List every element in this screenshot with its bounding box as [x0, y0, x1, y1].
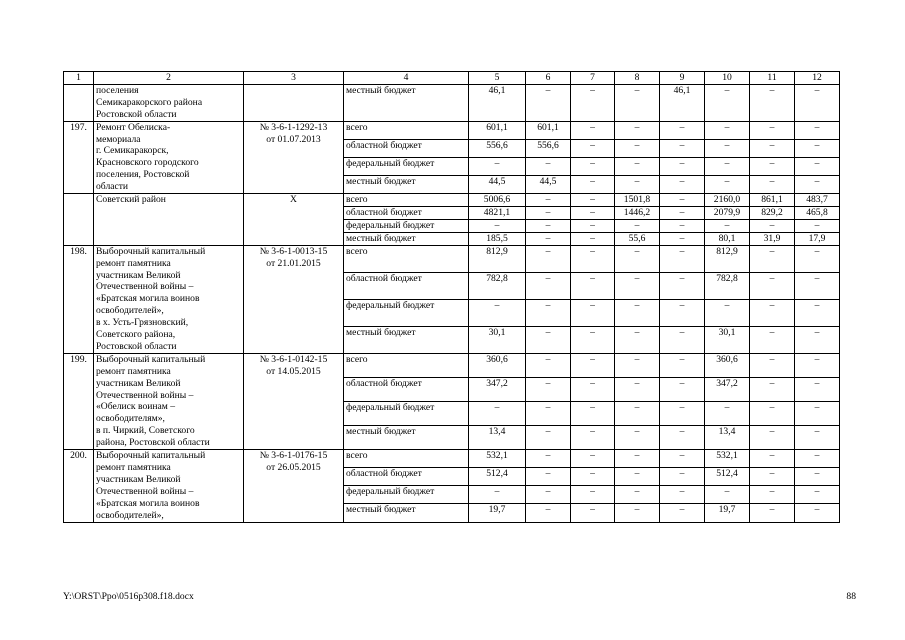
amount-cell: – [571, 157, 615, 175]
amount-cell: – [660, 139, 705, 157]
amount-cell: 532,1 [705, 450, 750, 468]
column-number: 2 [94, 72, 244, 85]
amount-cell: – [526, 353, 571, 377]
amount-cell: – [615, 245, 660, 272]
amount-cell: – [571, 139, 615, 157]
object-name: поселения Семикаракорского района Ростовской области [94, 84, 244, 121]
object-name: Советский район [94, 194, 244, 246]
document-reference: Х [244, 194, 344, 246]
amount-cell: – [526, 299, 571, 326]
amount-cell: – [615, 377, 660, 401]
table-row [64, 245, 840, 272]
amount-cell: – [615, 121, 660, 139]
amount-cell: – [526, 272, 571, 299]
amount-cell: – [795, 139, 840, 157]
amount-cell: – [795, 450, 840, 468]
amount-cell: 31,9 [750, 232, 795, 245]
amount-cell: – [750, 175, 795, 193]
amount-cell: 812,9 [705, 245, 750, 272]
amount-cell: – [660, 426, 705, 450]
amount-cell: 556,6 [526, 139, 571, 157]
amount-cell: – [750, 450, 795, 468]
amount-cell: – [750, 326, 795, 353]
amount-cell: – [469, 219, 526, 232]
amount-cell: 46,1 [660, 84, 705, 121]
amount-cell: 30,1 [705, 326, 750, 353]
amount-cell: – [660, 486, 705, 504]
column-number: 10 [705, 72, 750, 85]
amount-cell: 5006,6 [469, 194, 526, 207]
amount-cell: – [615, 175, 660, 193]
item-number: 197. [64, 121, 94, 193]
amount-cell: 44,5 [526, 175, 571, 193]
item-number: 200. [64, 450, 94, 522]
amount-cell: – [571, 299, 615, 326]
amount-cell: – [750, 157, 795, 175]
amount-cell: – [750, 377, 795, 401]
funding-source: федеральный бюджет [344, 486, 469, 504]
amount-cell: – [795, 219, 840, 232]
amount-cell: – [469, 299, 526, 326]
amount-cell: – [705, 121, 750, 139]
amount-cell: – [615, 353, 660, 377]
amount-cell: – [526, 401, 571, 425]
column-number-row [64, 72, 840, 85]
amount-cell: – [795, 426, 840, 450]
funding-source: местный бюджет [344, 175, 469, 193]
funding-source: местный бюджет [344, 232, 469, 245]
column-number: 7 [571, 72, 615, 85]
amount-cell: – [750, 299, 795, 326]
amount-cell: – [615, 139, 660, 157]
object-name: Выборочный капитальный ремонт памятника участникам Великой Отечественной войны – «Братская могила воинов освободителей», в х. Усть-Грязновский, Советского района, Ростовской области [94, 245, 244, 353]
amount-cell: 19,7 [705, 504, 750, 522]
funding-source: всего [344, 450, 469, 468]
amount-cell: – [615, 468, 660, 486]
amount-cell: – [660, 232, 705, 245]
object-name: Выборочный капитальный ремонт памятника участникам Великой Отечественной войны – «Обелиск воинам – освободителям», в п. Чиркий, Советского района, Ростовской области [94, 353, 244, 449]
amount-cell: – [705, 486, 750, 504]
amount-cell: 360,6 [469, 353, 526, 377]
amount-cell: – [705, 299, 750, 326]
amount-cell: – [615, 157, 660, 175]
amount-cell: 782,8 [469, 272, 526, 299]
footer-page-number: 88 [846, 591, 856, 602]
amount-cell: 1501,8 [615, 194, 660, 207]
column-number: 9 [660, 72, 705, 85]
funding-source: федеральный бюджет [344, 157, 469, 175]
column-number: 3 [244, 72, 344, 85]
amount-cell: – [660, 468, 705, 486]
amount-cell: – [660, 157, 705, 175]
amount-cell: 55,6 [615, 232, 660, 245]
amount-cell: – [795, 299, 840, 326]
object-name: Выборочный капитальный ремонт памятника участникам Великой Отечественной войны – «Братская могила воинов освободителей», [94, 450, 244, 522]
funding-source: всего [344, 245, 469, 272]
amount-cell: – [795, 84, 840, 121]
amount-cell: – [615, 326, 660, 353]
amount-cell: – [660, 353, 705, 377]
column-number: 4 [344, 72, 469, 85]
amount-cell: – [705, 401, 750, 425]
amount-cell: – [526, 468, 571, 486]
amount-cell: – [526, 194, 571, 207]
amount-cell: 812,9 [469, 245, 526, 272]
funding-source: федеральный бюджет [344, 401, 469, 425]
amount-cell: 512,4 [469, 468, 526, 486]
amount-cell: 601,1 [469, 121, 526, 139]
amount-cell: 44,5 [469, 175, 526, 193]
funding-source: областной бюджет [344, 377, 469, 401]
column-number: 11 [750, 72, 795, 85]
amount-cell: – [660, 401, 705, 425]
column-number: 1 [64, 72, 94, 85]
amount-cell: – [571, 326, 615, 353]
amount-cell: 30,1 [469, 326, 526, 353]
amount-cell: – [705, 139, 750, 157]
amount-cell: 2160,0 [705, 194, 750, 207]
amount-cell: 829,2 [750, 206, 795, 219]
amount-cell: – [750, 353, 795, 377]
object-name: Ремонт Обелиска- мемориала г. Семикаракорск, Красновского городского поселения, Ростовской области [94, 121, 244, 193]
amount-cell: 347,2 [469, 377, 526, 401]
amount-cell: – [660, 299, 705, 326]
amount-cell: – [795, 486, 840, 504]
amount-cell: – [750, 272, 795, 299]
amount-cell: – [660, 326, 705, 353]
amount-cell: – [571, 468, 615, 486]
amount-cell: – [571, 219, 615, 232]
table-row [64, 194, 840, 207]
table-row [64, 353, 840, 377]
amount-cell: – [795, 245, 840, 272]
column-number: 6 [526, 72, 571, 85]
amount-cell: – [571, 206, 615, 219]
amount-cell: – [571, 175, 615, 193]
item-number [64, 194, 94, 246]
amount-cell: 360,6 [705, 353, 750, 377]
funding-source: местный бюджет [344, 504, 469, 522]
amount-cell: – [526, 426, 571, 450]
amount-cell: – [615, 219, 660, 232]
table-body [64, 72, 840, 523]
amount-cell: – [469, 401, 526, 425]
column-number: 12 [795, 72, 840, 85]
amount-cell: – [571, 245, 615, 272]
amount-cell: – [795, 377, 840, 401]
column-number: 5 [469, 72, 526, 85]
amount-cell: – [660, 377, 705, 401]
amount-cell: – [526, 157, 571, 175]
amount-cell: – [660, 245, 705, 272]
amount-cell: – [571, 450, 615, 468]
amount-cell: – [795, 326, 840, 353]
amount-cell: – [615, 450, 660, 468]
document-reference: № 3-6-1-0013-15 от 21.01.2015 [244, 245, 344, 353]
funding-source: всего [344, 121, 469, 139]
funding-source: областной бюджет [344, 139, 469, 157]
amount-cell: 19,7 [469, 504, 526, 522]
amount-cell: 1446,2 [615, 206, 660, 219]
amount-cell: – [469, 486, 526, 504]
amount-cell: 347,2 [705, 377, 750, 401]
amount-cell: 185,5 [469, 232, 526, 245]
amount-cell: 512,4 [705, 468, 750, 486]
table-row [64, 450, 840, 468]
funding-source: областной бюджет [344, 206, 469, 219]
amount-cell: 13,4 [469, 426, 526, 450]
amount-cell: – [571, 121, 615, 139]
funding-source: областной бюджет [344, 468, 469, 486]
amount-cell: – [571, 426, 615, 450]
amount-cell: – [750, 84, 795, 121]
amount-cell: 556,6 [469, 139, 526, 157]
amount-cell: – [750, 219, 795, 232]
amount-cell: – [660, 504, 705, 522]
amount-cell: – [526, 326, 571, 353]
amount-cell: 46,1 [469, 84, 526, 121]
amount-cell: – [750, 468, 795, 486]
funding-source: местный бюджет [344, 326, 469, 353]
amount-cell: – [615, 401, 660, 425]
amount-cell: – [795, 401, 840, 425]
amount-cell: – [615, 84, 660, 121]
amount-cell: – [795, 121, 840, 139]
amount-cell: – [705, 157, 750, 175]
document-reference: № 3-6-1-0176-15 от 26.05.2015 [244, 450, 344, 522]
amount-cell: – [705, 84, 750, 121]
amount-cell: 861,1 [750, 194, 795, 207]
footer-file-path: Y:\ORST\Ppo\0516p308.f18.docx [63, 591, 194, 602]
item-number [64, 84, 94, 121]
amount-cell: – [795, 504, 840, 522]
amount-cell: – [469, 157, 526, 175]
amount-cell: – [750, 401, 795, 425]
amount-cell: – [571, 353, 615, 377]
funding-source: местный бюджет [344, 84, 469, 121]
amount-cell: – [750, 504, 795, 522]
funding-source: местный бюджет [344, 426, 469, 450]
amount-cell: – [795, 353, 840, 377]
amount-cell: – [750, 426, 795, 450]
table-row [64, 121, 840, 139]
amount-cell: – [526, 486, 571, 504]
amount-cell: 2079,9 [705, 206, 750, 219]
amount-cell: 4821,1 [469, 206, 526, 219]
amount-cell: 80,1 [705, 232, 750, 245]
funding-source: всего [344, 353, 469, 377]
amount-cell: – [526, 219, 571, 232]
funding-source: федеральный бюджет [344, 299, 469, 326]
amount-cell: – [750, 139, 795, 157]
amount-cell: – [795, 157, 840, 175]
amount-cell: – [660, 450, 705, 468]
amount-cell: – [571, 401, 615, 425]
amount-cell: – [526, 232, 571, 245]
funding-source: всего [344, 194, 469, 207]
item-number: 199. [64, 353, 94, 449]
amount-cell: – [660, 121, 705, 139]
item-number: 198. [64, 245, 94, 353]
amount-cell: – [660, 272, 705, 299]
funding-source: областной бюджет [344, 272, 469, 299]
amount-cell: – [660, 194, 705, 207]
amount-cell: – [795, 468, 840, 486]
amount-cell: 601,1 [526, 121, 571, 139]
amount-cell: – [750, 486, 795, 504]
amount-cell: – [571, 377, 615, 401]
amount-cell: – [795, 175, 840, 193]
amount-cell: – [705, 175, 750, 193]
budget-table [63, 71, 840, 523]
amount-cell: – [795, 272, 840, 299]
amount-cell: – [526, 504, 571, 522]
amount-cell: 532,1 [469, 450, 526, 468]
column-number: 8 [615, 72, 660, 85]
amount-cell: 13,4 [705, 426, 750, 450]
document-reference: № 3-6-1-1292-13 от 01.07.2013 [244, 121, 344, 193]
amount-cell: – [750, 121, 795, 139]
table-row [64, 84, 840, 121]
amount-cell: – [571, 504, 615, 522]
amount-cell: – [750, 245, 795, 272]
amount-cell: – [615, 299, 660, 326]
amount-cell: 17,9 [795, 232, 840, 245]
funding-source: федеральный бюджет [344, 219, 469, 232]
document-reference [244, 84, 344, 121]
amount-cell: 782,8 [705, 272, 750, 299]
amount-cell: – [571, 232, 615, 245]
amount-cell: – [615, 426, 660, 450]
amount-cell: – [615, 504, 660, 522]
amount-cell: – [615, 486, 660, 504]
amount-cell: – [571, 84, 615, 121]
amount-cell: – [660, 175, 705, 193]
amount-cell: 465,8 [795, 206, 840, 219]
amount-cell: – [526, 450, 571, 468]
amount-cell: – [526, 377, 571, 401]
amount-cell: – [526, 206, 571, 219]
document-reference: № 3-6-1-0142-15 от 14.05.2015 [244, 353, 344, 449]
amount-cell: – [571, 486, 615, 504]
amount-cell: – [571, 272, 615, 299]
amount-cell: – [615, 272, 660, 299]
amount-cell: – [571, 194, 615, 207]
amount-cell: 483,7 [795, 194, 840, 207]
amount-cell: – [705, 219, 750, 232]
amount-cell: – [660, 206, 705, 219]
amount-cell: – [660, 219, 705, 232]
amount-cell: – [526, 84, 571, 121]
amount-cell: – [526, 245, 571, 272]
